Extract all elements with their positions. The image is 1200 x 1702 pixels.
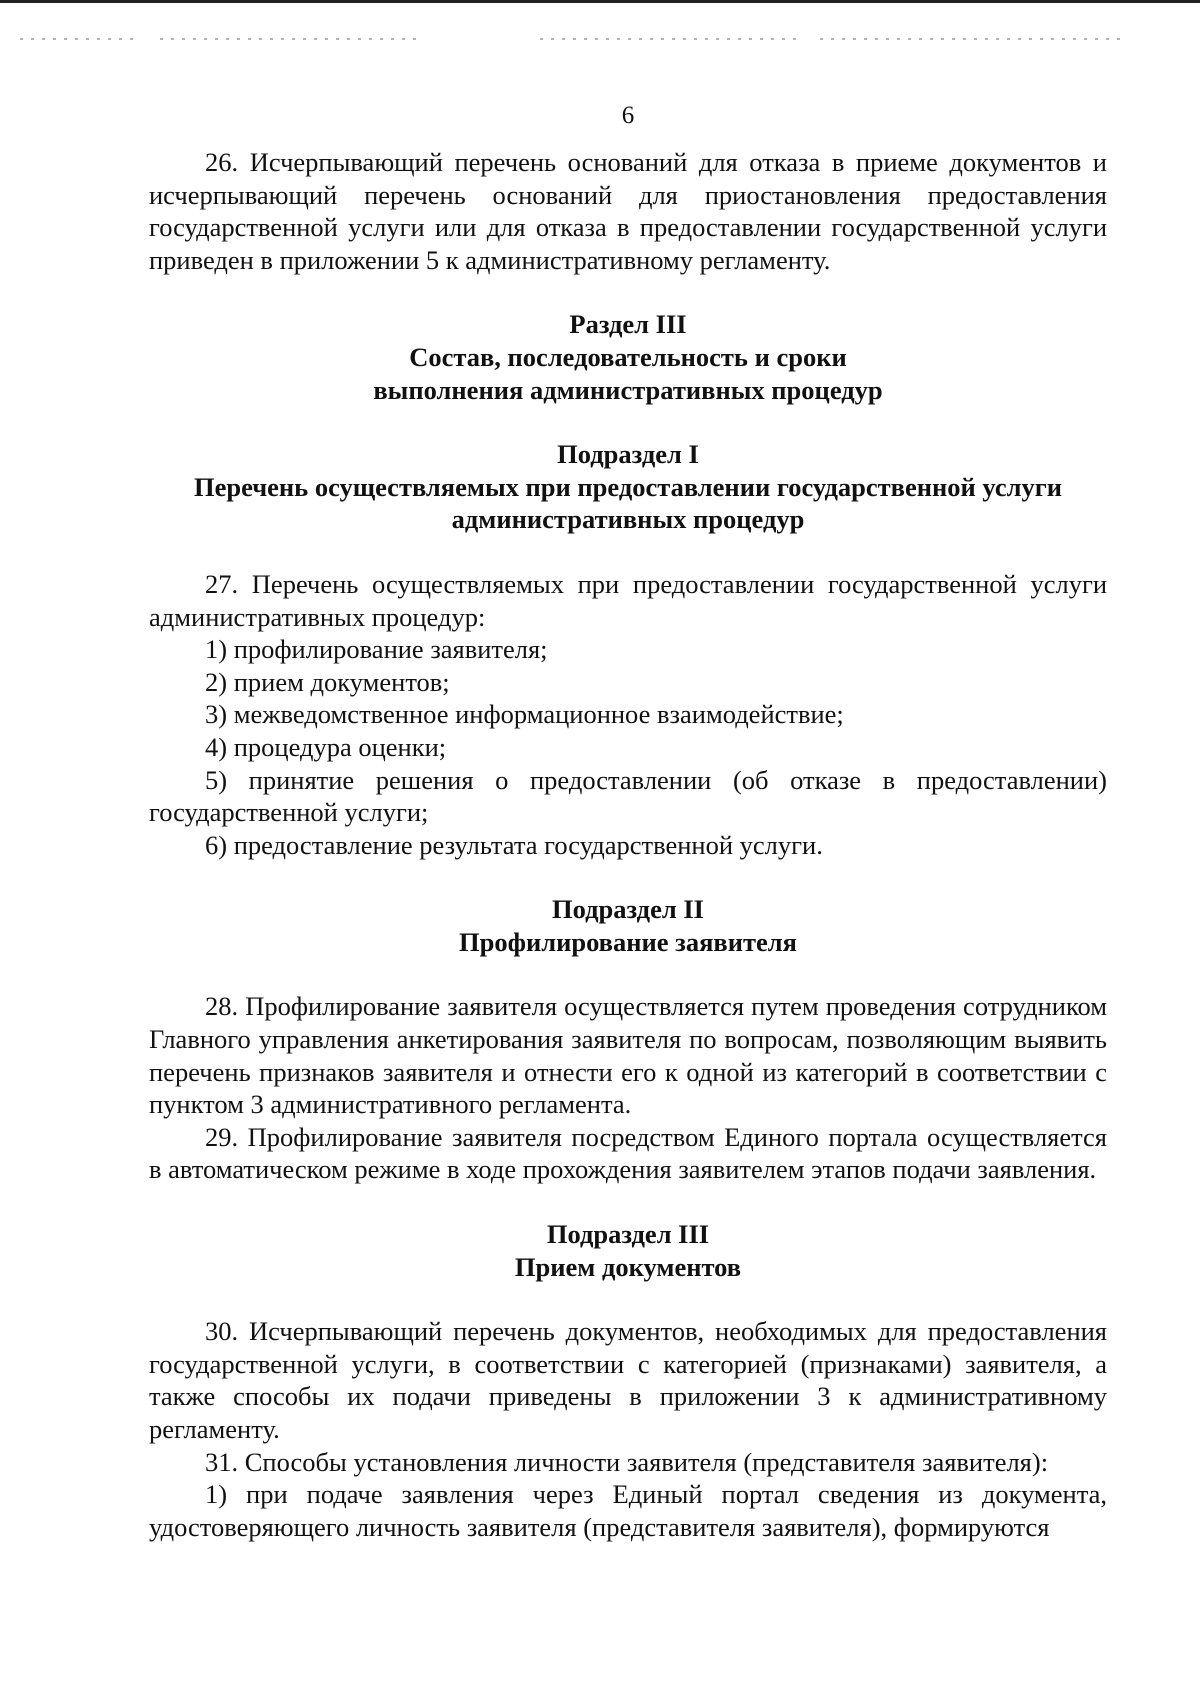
list-item: 3) межведомственное информационное взаимодействие; (205, 699, 844, 730)
subsection-1-heading (149, 438, 1107, 536)
scan-noise (160, 38, 420, 40)
list-item: 1) профилирование заявителя; (205, 634, 548, 665)
subsection-3-heading (149, 1218, 1107, 1283)
subsection-subtitle: Прием документов (514, 1251, 742, 1282)
paragraph-30: 30. Исчерпывающий перечень документов, необходимых для предоставления государственной услуги, в соответствии с категорией (признаками) заявителя, а также способы их подачи приведены в приложении 3 к административному регламенту. (149, 1316, 1107, 1444)
scan-top-edge (0, 0, 1200, 3)
subsection-title: Подраздел II (552, 894, 704, 925)
list-item: 6) предоставление результата государственной услуги. (205, 829, 823, 860)
subsection-title: Подраздел I (557, 439, 699, 470)
subsection-2-body (149, 990, 1107, 1186)
document-body (149, 100, 1107, 1543)
scan-noise (20, 38, 140, 40)
page-number: 6 (621, 102, 635, 129)
paragraph-28: 28. Профилирование заявителя осуществляется путем проведения сотрудником Главного управления анкетирования заявителя по вопросам, позволяющим выявить перечень признаков заявителя и отнести его к одной из категорий в соответствии с пунктом 3 административного регламента. (149, 991, 1107, 1120)
subsection-title: Подраздел III (546, 1219, 710, 1250)
section-3-heading (149, 308, 1107, 406)
subsection-1-body (149, 568, 1107, 861)
list-item: 4) процедура оценки; (205, 731, 447, 762)
list-item: 2) прием документов; (205, 666, 450, 697)
subsection-subtitle-line1: Перечень осуществляемых при предоставлении государственной услуги (193, 471, 1063, 502)
subsection-2-heading (149, 893, 1107, 958)
section-title: Раздел III (569, 309, 687, 340)
paragraph-27: 27. Перечень осуществляемых при предоставлении государственной услуги административных процедур: (149, 568, 1107, 632)
subsection-3-body (149, 1315, 1107, 1543)
list-item: 5) принятие решения о предоставлении (об отказе в предоставлении) государственной услуги; (149, 764, 1107, 828)
scan-noise (540, 38, 800, 40)
paragraph-26: 26. Исчерпывающий перечень оснований для отказа в приеме документов и исчерпывающий перечень оснований для приостановления предоставления государственной услуги или для отказа в предоставлении государственной услуги приведен в приложении 5 к административному регламенту. (149, 147, 1107, 275)
subsection-subtitle: Профилирование заявителя (459, 926, 797, 957)
section-subtitle-line2: выполнения административных процедур (373, 374, 883, 405)
paragraph-29: 29. Профилирование заявителя посредством Единого портала осуществляется в автоматическом режиме в ходе прохождения заявителем этапов подачи заявления. (149, 1121, 1107, 1185)
section-subtitle-line1: Состав, последовательность и сроки (409, 341, 847, 372)
scan-noise (820, 38, 1120, 40)
paragraph-31: 31. Способы установления личности заявителя (представителя заявителя): (205, 1446, 1049, 1477)
paragraph-31-item-1: 1) при подаче заявления через Единый портал сведения из документа, удостоверяющего личность заявителя (представителя заявителя), формируются (149, 1479, 1107, 1542)
subsection-subtitle-line2: административных процедур (451, 504, 805, 535)
